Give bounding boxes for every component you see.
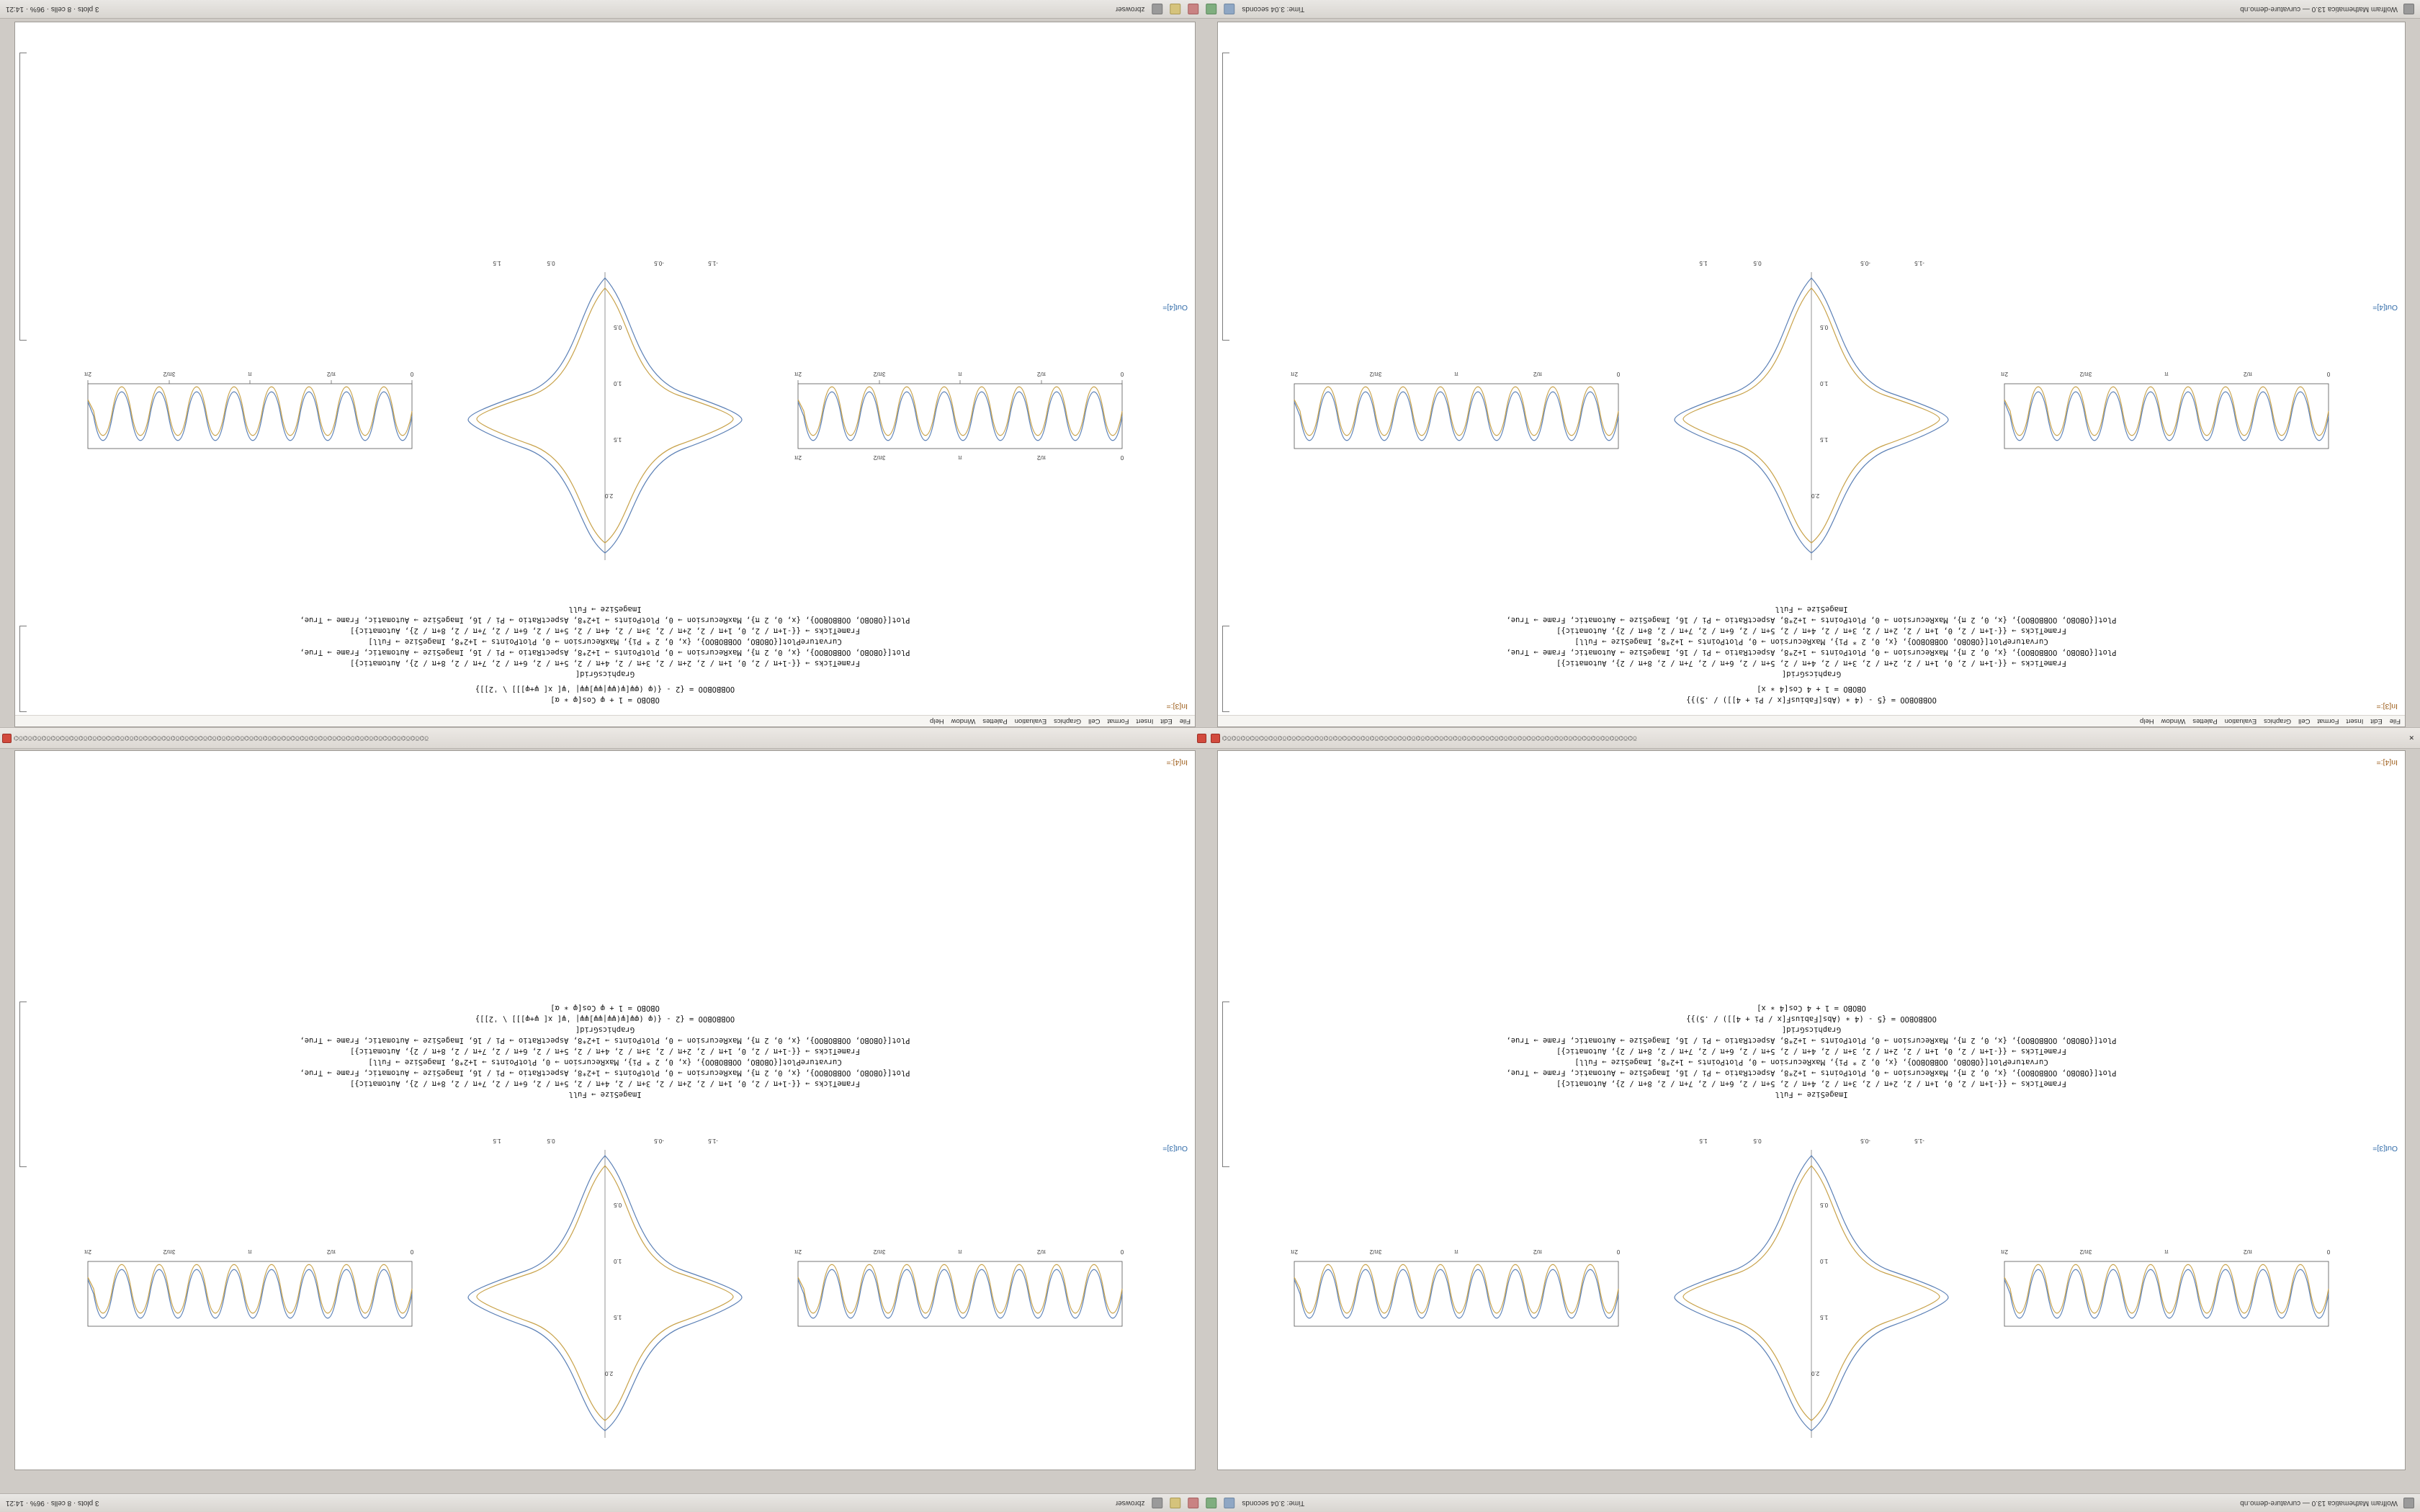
svg-text:0: 0 bbox=[410, 1248, 414, 1255]
menubar-top-right[interactable] bbox=[1218, 715, 2405, 726]
browser-icon[interactable] bbox=[1188, 1498, 1198, 1508]
code-line-plot-a2-tr: FrameTicks → {{-1+π / 2, 0, 1+π / 2, 2+π / 2, 3+π / 2, 4+π / 2, 5+π / 2, 6+π / 2, 7+π / 2, 8+π / 2}, Automatic}] bbox=[1556, 626, 2067, 635]
plot-rosette-center-right-svg bbox=[1660, 258, 1963, 575]
code-line-def1: OOBBOBOO = {2 - {(φ (φψ[ψ(ψψ|ψψ]ψψ| 'ψ[ x[ ψ+φ]]] \ '2]]} bbox=[475, 685, 735, 693]
os-top-bar bbox=[0, 0, 2420, 19]
plot-oscillation-left-br[interactable] bbox=[1990, 1233, 2343, 1355]
glyph-strip-left: ⌬⍜⌬⍜⌬⍜⌬⍜⌬⍜⌬⍜⌬⍜⌬⍜⌬⍜⌬⍜⌬⍜⌬⍜⌬⍜⌬⍜⌬⍜⌬⍜⌬⍜⌬⍜⌬⍜⌬⍜⌬⍜⌬⍜⌬⍜⌬⍜⌬⍜⌬⍜⌬⍜⌬⍜⌬⍜⌬⍜⌬⍜⌬⍜⌬⍜⌬⍜⌬⍜⌬⍜⌬⍜⌬⍜⌬⍜⌬⍜⌬⍜⌬⍜⌬⍜⌬⍜⌬⍜ bbox=[14, 734, 429, 742]
os-bottom-bar-center bbox=[1116, 1498, 1304, 1508]
x-tick-top-2: π bbox=[958, 454, 962, 461]
files-icon[interactable] bbox=[1224, 1498, 1234, 1508]
os-bottom-bar bbox=[0, 1493, 2420, 1512]
svg-text:3π/2: 3π/2 bbox=[2079, 1248, 2092, 1255]
media-icon[interactable] bbox=[1152, 1498, 1162, 1508]
in-label-4-bl: In[4]:= bbox=[1166, 758, 1188, 767]
x-tick-top-0: 0 bbox=[1120, 454, 1124, 461]
menubar-top-left[interactable] bbox=[15, 715, 1195, 726]
svg-text:3π/2: 3π/2 bbox=[1369, 371, 1382, 377]
notebook-content-bottom-right bbox=[1218, 751, 2405, 1470]
svg-text:π: π bbox=[1454, 1248, 1458, 1255]
svg-text:π/2: π/2 bbox=[2243, 371, 2253, 377]
code-line-def1-bl: OBOBO = 1 + φ Cos[φ ∗ ⍺] bbox=[550, 1004, 660, 1012]
plot-oscillation-left-bl[interactable] bbox=[784, 1233, 1137, 1355]
os-bottom-bar-right bbox=[6, 1499, 99, 1507]
plot-oscillation-left-tr-svg bbox=[1990, 355, 2343, 477]
notebook-content-top-left bbox=[15, 22, 1195, 715]
code-line-def2-br: OOBBOBOO = {5 - (4 ∗ (Abs[FabiusF[x / Pi + 4]]) / .5)}} bbox=[1686, 1014, 1937, 1023]
plot-rosette-center-br[interactable] bbox=[1660, 1135, 1963, 1452]
code-line-curvature-br: CurvaturePlot[{OBOBO, OOBBOBOO}, {x, 0, 2 * Pi}, MaxRecursion → 0, PlotPoints → 1+2*8, ImageSize → Full] bbox=[1574, 1058, 2048, 1066]
terminal-icon[interactable] bbox=[1206, 1498, 1216, 1508]
os-top-bar-title: Wolfram Mathematica 13.0 — curvature-demo.nb bbox=[2240, 5, 2398, 13]
menu-edit[interactable]: Edit bbox=[1160, 717, 1173, 725]
plot-oscillation-right-br[interactable] bbox=[1280, 1233, 1633, 1355]
code-line-plot-a2-bl: FrameTicks → {{-1+π / 2, 0, 1+π / 2, 2+π / 2, 3+π / 2, 4+π / 2, 5+π / 2, 6+π / 2, 7+π / 2, 8+π / 2}, Automatic}] bbox=[350, 1079, 861, 1088]
code-line-plot-a1: Plot[{OBOBO, OOBBOBOO}, {x, 0, 2 π}, MaxRecursion → 0, PlotPoints → 1+2*8, AspectRatio → Pi / 16, ImageSize → Automatic, Frame → True, bbox=[300, 616, 910, 624]
svg-text:1.5: 1.5 bbox=[1820, 436, 1829, 443]
menu-edit-tr[interactable]: Edit bbox=[2370, 717, 2383, 725]
code-line-imagesize-br: ImageSize → Full bbox=[1775, 1090, 1848, 1099]
x-tick-1: π/2 bbox=[1036, 371, 1047, 377]
stop-button-center-2[interactable] bbox=[1211, 734, 1220, 743]
menu-help[interactable]: Help bbox=[930, 717, 944, 725]
code-line-graphicsgrid-bl: GraphicsGrid[ bbox=[575, 1025, 635, 1034]
graphics-grid-top-left[interactable] bbox=[37, 258, 1173, 575]
plot-oscillation-left-br-svg bbox=[1990, 1233, 2343, 1355]
cell-bracket-in3[interactable] bbox=[19, 626, 27, 712]
plot-oscillation-right-bl-svg bbox=[73, 1233, 426, 1355]
svg-text:3π/2: 3π/2 bbox=[873, 1248, 886, 1255]
menu-format[interactable]: Format bbox=[1107, 717, 1129, 725]
stop-button-left[interactable] bbox=[2, 734, 12, 743]
menu-window[interactable]: Window bbox=[951, 717, 976, 725]
code-line-plot-b2: FrameTicks → {{-1+π / 2, 0, 1+π / 2, 2+π / 2, 3+π / 2, 4+π / 2, 5+π / 2, 6+π / 2, 7+π / 2, 8+π / 2}, Automatic}] bbox=[350, 659, 861, 667]
files-icon[interactable] bbox=[1224, 4, 1234, 14]
svg-text:3π/2: 3π/2 bbox=[163, 371, 176, 377]
svg-text:1.0: 1.0 bbox=[1820, 380, 1829, 387]
code-line-plot-a1-br: Plot[{OBOBO, OOBBOBOO}, {x, 0, 2 π}, MaxRecursion → 0, PlotPoints → 1+2*8, AspectRatio → Pi / 16, ImageSize → Automatic, Frame → True, bbox=[1506, 1068, 2117, 1077]
cell-bracket-out4-tr[interactable] bbox=[1222, 53, 1229, 341]
svg-text:0: 0 bbox=[410, 371, 414, 377]
svg-text:0.5: 0.5 bbox=[1753, 260, 1762, 266]
menu-cell[interactable]: Cell bbox=[1088, 717, 1101, 725]
menu-file-tr[interactable]: File bbox=[2389, 717, 2401, 725]
svg-text:π/2: π/2 bbox=[1036, 1248, 1047, 1255]
code-line-plot-a2-br: FrameTicks → {{-1+π / 2, 0, 1+π / 2, 2+π / 2, 3+π / 2, 4+π / 2, 5+π / 2, 6+π / 2, 7+π / 2, 8+π / 2}, Automatic}] bbox=[1556, 1079, 2067, 1088]
in-label-4-br: In[4]:= bbox=[2376, 758, 2398, 767]
svg-text:2π: 2π bbox=[2001, 371, 2008, 377]
svg-text:2.0: 2.0 bbox=[605, 1370, 614, 1377]
glyph-strip-right: ⌬⍜⌬⍜⌬⍜⌬⍜⌬⍜⌬⍜⌬⍜⌬⍜⌬⍜⌬⍜⌬⍜⌬⍜⌬⍜⌬⍜⌬⍜⌬⍜⌬⍜⌬⍜⌬⍜⌬⍜⌬⍜⌬⍜⌬⍜⌬⍜⌬⍜⌬⍜⌬⍜⌬⍜⌬⍜⌬⍜⌬⍜⌬⍜⌬⍜⌬⍜⌬⍜⌬⍜⌬⍜⌬⍜⌬⍜⌬⍜⌬⍜⌬⍜⌬⍜⌬⍜⌬⍜ bbox=[1222, 734, 1637, 742]
svg-text:0.5: 0.5 bbox=[1820, 1202, 1829, 1208]
graphics-grid-bottom-left[interactable] bbox=[37, 1135, 1173, 1452]
menu-insert-tr[interactable]: Insert bbox=[2346, 717, 2364, 725]
menu-palettes-tr[interactable]: Palettes bbox=[2192, 717, 2218, 725]
svg-text:-1.5: -1.5 bbox=[708, 1138, 718, 1144]
svg-text:2.0: 2.0 bbox=[1811, 1370, 1820, 1377]
code-line-plot-b2-br: FrameTicks → {{-1+π / 2, 0, 1+π / 2, 2+π / 2, 3+π / 2, 4+π / 2, 5+π / 2, 6+π / 2, 7+π / 2, 8+π / 2}, Automatic}] bbox=[1556, 1047, 2067, 1056]
menu-graphics[interactable]: Graphics bbox=[1054, 717, 1082, 725]
svg-text:0: 0 bbox=[1616, 371, 1621, 377]
x-tick-n15: -1.5 bbox=[708, 260, 718, 266]
plot-oscillation-right-bl[interactable] bbox=[73, 1233, 426, 1355]
menu-evaluation-tr[interactable]: Evaluation bbox=[2224, 717, 2257, 725]
svg-text:π/2: π/2 bbox=[326, 371, 336, 377]
svg-text:π/2: π/2 bbox=[1533, 371, 1543, 377]
plot-rosette-center-br-svg bbox=[1660, 1135, 1963, 1452]
app-icon bbox=[2403, 4, 2414, 14]
plot-rosette-center-bl[interactable] bbox=[454, 1135, 756, 1452]
x-tick-4: 2π bbox=[794, 371, 802, 377]
svg-text:0.5: 0.5 bbox=[614, 1202, 622, 1208]
plot-oscillation-left-svg bbox=[784, 355, 1137, 477]
code-block-bottom-left[interactable] bbox=[37, 1002, 1173, 1099]
code-block-definitions-right[interactable] bbox=[1240, 683, 2383, 705]
svg-text:π/2: π/2 bbox=[1533, 1248, 1543, 1255]
code-line-plot-b1: Plot[{OBOBO, OOBBOBOO}, {x, 0, 2 π}, MaxRecursion → 0, PlotPoints → 1+2*8, AspectRatio → Pi / 16, ImageSize → Automatic, Frame → True, bbox=[300, 648, 910, 657]
graphics-grid-top-right[interactable] bbox=[1240, 258, 2383, 575]
x-tick-n05: -0.5 bbox=[654, 260, 664, 266]
y-tick-10: 1.0 bbox=[614, 380, 622, 387]
svg-text:-0.5: -0.5 bbox=[1860, 1138, 1870, 1144]
svg-text:π/2: π/2 bbox=[2243, 1248, 2253, 1255]
code-block-plot-right[interactable] bbox=[1240, 603, 2383, 679]
svg-text:-0.5: -0.5 bbox=[654, 1138, 664, 1144]
x-tick-top-1: π/2 bbox=[1036, 454, 1047, 461]
os-bottom-bar-label: zbrowser bbox=[1115, 1499, 1145, 1507]
code-line-plot-b2-tr: FrameTicks → {{-1+π / 2, 0, 1+π / 2, 2+π / 2, 3+π / 2, 4+π / 2, 5+π / 2, 6+π / 2, 7+π / 2, 8+π / 2}, Automatic}] bbox=[1556, 659, 2067, 667]
svg-text:2π: 2π bbox=[2001, 1248, 2008, 1255]
menu-window-tr[interactable]: Window bbox=[2161, 717, 2186, 725]
cell-bracket-out4[interactable] bbox=[19, 53, 27, 341]
notebook-content-top-right bbox=[1218, 22, 2405, 715]
code-line-def1-br: OBOBO = 1 + 4 Cos[4 ∗ x] bbox=[1757, 1004, 1866, 1012]
app-icon bbox=[2403, 1498, 2414, 1508]
menu-format-tr[interactable]: Format bbox=[2317, 717, 2339, 725]
svg-text:0: 0 bbox=[1120, 1248, 1124, 1255]
y-tick-05: 0.5 bbox=[614, 324, 622, 330]
cell-bracket-in3-tr[interactable] bbox=[1222, 626, 1229, 712]
notebook-window-top-left[interactable] bbox=[14, 22, 1196, 727]
code-line-plot-a2: FrameTicks → {{-1+π / 2, 0, 1+π / 2, 2+π / 2, 3+π / 2, 4+π / 2, 5+π / 2, 6+π / 2, 7+π / 2, 8+π / 2}, Automatic}] bbox=[350, 626, 861, 635]
y-tick-2: 2.0 bbox=[605, 492, 614, 499]
code-line-graphicsgrid-tr: GraphicsGrid[ bbox=[1781, 670, 1842, 678]
svg-text:1.0: 1.0 bbox=[1820, 1258, 1829, 1264]
menu-insert[interactable]: Insert bbox=[1136, 717, 1154, 725]
svg-text:3π/2: 3π/2 bbox=[163, 1248, 176, 1255]
svg-text:π: π bbox=[958, 1248, 962, 1255]
x-tick-top-3: 3π/2 bbox=[873, 454, 886, 461]
plot-rosette-center-right[interactable] bbox=[1660, 258, 1963, 575]
close-strip-icon[interactable]: ✕ bbox=[2408, 734, 2415, 742]
code-line-curvature: CurvaturePlot[{OBOBO, OOBBOBOO}, {x, 0, 2 * Pi}, MaxRecursion → 0, PlotPoints → 1+2*8, ImageSize → Full] bbox=[368, 637, 842, 646]
svg-text:0: 0 bbox=[1616, 1248, 1621, 1255]
svg-text:0: 0 bbox=[2326, 371, 2331, 377]
graphics-grid-bottom-right[interactable] bbox=[1240, 1135, 2383, 1452]
in-label-3-tr: In[3]:= bbox=[2376, 702, 2398, 711]
svg-text:0.5: 0.5 bbox=[1753, 1138, 1762, 1144]
menu-graphics-tr[interactable]: Graphics bbox=[2264, 717, 2292, 725]
code-line-plot-a1-tr: Plot[{OBOBO, OOBBOBOO}, {x, 0, 2 π}, MaxRecursion → 0, PlotPoints → 1+2*8, AspectRatio → Pi / 16, ImageSize → Automatic, Frame → True, bbox=[1506, 616, 2117, 624]
notebook-window-bottom-right[interactable] bbox=[1217, 750, 2406, 1470]
notebook-window-bottom-left[interactable] bbox=[14, 750, 1196, 1470]
svg-text:2π: 2π bbox=[84, 1248, 91, 1255]
plot-oscillation-left-bl-svg bbox=[784, 1233, 1137, 1355]
x-tick-3: 3π/2 bbox=[873, 371, 886, 377]
svg-text:-1.5: -1.5 bbox=[1914, 260, 1924, 266]
plot-rosette-center-left-svg bbox=[454, 258, 756, 575]
plot-oscillation-left-tr[interactable] bbox=[1990, 355, 2343, 477]
svg-text:2π: 2π bbox=[794, 1248, 802, 1255]
code-line-curvature-bl: CurvaturePlot[{OBOBO, OOBBOBOO}, {x, 0, 2 * Pi}, MaxRecursion → 0, PlotPoints → 1+2*8, ImageSize → Full] bbox=[368, 1058, 842, 1066]
svg-text:2π: 2π bbox=[84, 371, 91, 377]
svg-text:-0.5: -0.5 bbox=[1860, 260, 1870, 266]
browser-icon[interactable] bbox=[1188, 4, 1198, 14]
os-top-bar-center bbox=[1116, 4, 1304, 14]
out-label-4: Out[4]= bbox=[1162, 303, 1188, 312]
os-top-bar-right bbox=[6, 5, 99, 13]
terminal-icon[interactable] bbox=[1206, 4, 1216, 14]
os-bottom-bar-time: Time: 3.04 seconds bbox=[1242, 1499, 1305, 1507]
menu-cell-tr[interactable]: Cell bbox=[2298, 717, 2311, 725]
svg-text:π: π bbox=[2164, 1248, 2169, 1255]
code-line-def2-tr: OOBBOBOO = {5 - (4 ∗ (Abs[FabiusF[x / Pi + 4]]) / .5)}} bbox=[1686, 696, 1937, 704]
svg-text:1.5: 1.5 bbox=[1820, 1314, 1829, 1320]
menu-file[interactable]: File bbox=[1179, 717, 1191, 725]
code-line-imagesize: ImageSize → Full bbox=[568, 605, 642, 613]
code-line-def2-bl: OOBBOBOO = {2 - {(φ (φψ[ψ(ψψ|ψψ]ψψ| 'ψ[ x[ ψ+φ]]] \ '2]]} bbox=[475, 1014, 735, 1023]
cell-bracket-br[interactable] bbox=[1222, 1002, 1229, 1167]
code-line-def2: OBOBO = 1 + φ Cos[φ ∗ ⍺] bbox=[550, 696, 660, 704]
code-block-plot-left[interactable] bbox=[37, 603, 1173, 679]
out-label-3-bl: Out[3]= bbox=[1162, 1144, 1188, 1153]
code-block-definitions-left[interactable] bbox=[37, 683, 1173, 705]
code-line-curvature-tr: CurvaturePlot[{OBOBO, OOBBOBOO}, {x, 0, 2 * Pi}, MaxRecursion → 0, PlotPoints → 1+2*8, ImageSize → Full] bbox=[1574, 637, 2048, 646]
svg-text:1.5: 1.5 bbox=[1699, 1138, 1708, 1144]
os-top-bar-label: zbrowser bbox=[1115, 5, 1145, 13]
code-line-def1-tr: OBOBO = 1 + 4 Cos[4 ∗ x] bbox=[1757, 685, 1866, 693]
code-line-plot-b2-bl: FrameTicks → {{-1+π / 2, 0, 1+π / 2, 2+π / 2, 3+π / 2, 4+π / 2, 5+π / 2, 6+π / 2, 7+π / 2, 8+π / 2}, Automatic}] bbox=[350, 1047, 861, 1056]
code-line-plot-b1-tr: Plot[{OBOBO, OOBBOBOO}, {x, 0, 2 π}, MaxRecursion → 0, PlotPoints → 1+2*8, AspectRatio → Pi / 16, ImageSize → Automatic, Frame → True, bbox=[1506, 648, 2117, 657]
svg-text:3π/2: 3π/2 bbox=[1369, 1248, 1382, 1255]
editor-icon[interactable] bbox=[1170, 1498, 1180, 1508]
plot-oscillation-right-br-svg bbox=[1280, 1233, 1633, 1355]
code-block-bottom-right[interactable] bbox=[1240, 1002, 2383, 1099]
x-tick-p05: 0.5 bbox=[547, 260, 555, 266]
notebook-window-top-right[interactable] bbox=[1217, 22, 2406, 727]
os-top-bar-left bbox=[2240, 4, 2420, 14]
code-line-plot-b1-bl: Plot[{OBOBO, OOBBOBOO}, {x, 0, 2 π}, MaxRecursion → 0, PlotPoints → 1+2*8, AspectRatio → Pi / 16, ImageSize → Automatic, Frame → True, bbox=[300, 1036, 910, 1045]
svg-text:π: π bbox=[1454, 371, 1458, 377]
y-tick-15: 1.5 bbox=[614, 436, 622, 443]
notebook-content-bottom-left bbox=[15, 751, 1195, 1470]
menu-evaluation[interactable]: Evaluation bbox=[1014, 717, 1047, 725]
svg-text:0.5: 0.5 bbox=[547, 1138, 555, 1144]
x-tick-p15: 1.5 bbox=[493, 260, 501, 266]
svg-text:π: π bbox=[2164, 371, 2169, 377]
code-line-imagesize-bl: ImageSize → Full bbox=[568, 1090, 642, 1099]
svg-text:0: 0 bbox=[2326, 1248, 2331, 1255]
x-tick-top-4: 2π bbox=[794, 454, 802, 461]
code-line-plot-b1-br: Plot[{OBOBO, OOBBOBOO}, {x, 0, 2 π}, MaxRecursion → 0, PlotPoints → 1+2*8, AspectRatio → Pi / 16, ImageSize → Automatic, Frame → True, bbox=[1506, 1036, 2117, 1045]
code-line-imagesize-tr: ImageSize → Full bbox=[1775, 605, 1848, 613]
x-tick-2: π bbox=[958, 371, 962, 377]
plot-oscillation-right-of-left-window[interactable] bbox=[73, 355, 426, 477]
svg-text:1.5: 1.5 bbox=[1699, 260, 1708, 266]
media-icon[interactable] bbox=[1152, 4, 1162, 14]
x-tick-0: 0 bbox=[1120, 371, 1124, 377]
cell-bracket-bl[interactable] bbox=[19, 1002, 27, 1167]
stop-button-center-1[interactable] bbox=[1197, 734, 1206, 743]
os-top-bar-time: Time: 3.04 seconds bbox=[1242, 5, 1305, 13]
svg-text:1.0: 1.0 bbox=[614, 1258, 622, 1264]
code-line-graphicsgrid: GraphicsGrid[ bbox=[575, 670, 635, 678]
os-bottom-bar-title: Wolfram Mathematica 13.0 — curvature-demo.nb bbox=[2240, 1499, 2398, 1507]
code-line-graphicsgrid-br: GraphicsGrid[ bbox=[1781, 1025, 1842, 1034]
notebook-canvas-bottom-right bbox=[1218, 751, 2405, 1470]
notebook-canvas-top-right bbox=[1218, 22, 2405, 726]
in-label-3: In[3]:= bbox=[1166, 702, 1188, 711]
svg-text:2.0: 2.0 bbox=[1811, 492, 1820, 499]
plot-oscillation-right-tr-svg bbox=[1280, 355, 1633, 477]
svg-text:2π: 2π bbox=[1291, 371, 1298, 377]
plot-rosette-center-left[interactable] bbox=[454, 258, 756, 575]
menu-help-tr[interactable]: Help bbox=[2140, 717, 2154, 725]
editor-icon[interactable] bbox=[1170, 4, 1180, 14]
menu-palettes[interactable]: Palettes bbox=[982, 717, 1008, 725]
notebook-canvas-top-left bbox=[15, 22, 1195, 726]
svg-text:1.5: 1.5 bbox=[493, 1138, 501, 1144]
out-label-3-br: Out[3]= bbox=[2372, 1144, 2398, 1153]
os-bottom-bar-left bbox=[2240, 1498, 2420, 1508]
svg-text:π: π bbox=[248, 371, 252, 377]
out-label-4-tr: Out[4]= bbox=[2372, 303, 2398, 312]
plot-oscillation-right-svg bbox=[73, 355, 426, 477]
plot-oscillation-left[interactable] bbox=[784, 355, 1137, 477]
svg-text:1.5: 1.5 bbox=[614, 1314, 622, 1320]
os-top-bar-status: 3 plots · 8 cells · 96% · 14:21 bbox=[6, 5, 99, 13]
svg-text:2π: 2π bbox=[1291, 1248, 1298, 1255]
svg-text:0.5: 0.5 bbox=[1820, 324, 1829, 330]
plot-rosette-center-bl-svg bbox=[454, 1135, 756, 1452]
plot-oscillation-right-tr[interactable] bbox=[1280, 355, 1633, 477]
code-line-plot-a1-bl: Plot[{OBOBO, OOBBOBOO}, {x, 0, 2 π}, MaxRecursion → 0, PlotPoints → 1+2*8, AspectRatio → Pi / 16, ImageSize → Automatic, Frame → True, bbox=[300, 1068, 910, 1077]
svg-text:π/2: π/2 bbox=[326, 1248, 336, 1255]
svg-text:-1.5: -1.5 bbox=[1914, 1138, 1924, 1144]
os-bottom-bar-status: 3 plots · 8 cells · 96% · 14:21 bbox=[6, 1499, 99, 1507]
svg-text:3π/2: 3π/2 bbox=[2079, 371, 2092, 377]
middle-status-strip bbox=[0, 727, 2420, 749]
notebook-canvas-bottom-left bbox=[15, 751, 1195, 1470]
svg-text:π: π bbox=[248, 1248, 252, 1255]
